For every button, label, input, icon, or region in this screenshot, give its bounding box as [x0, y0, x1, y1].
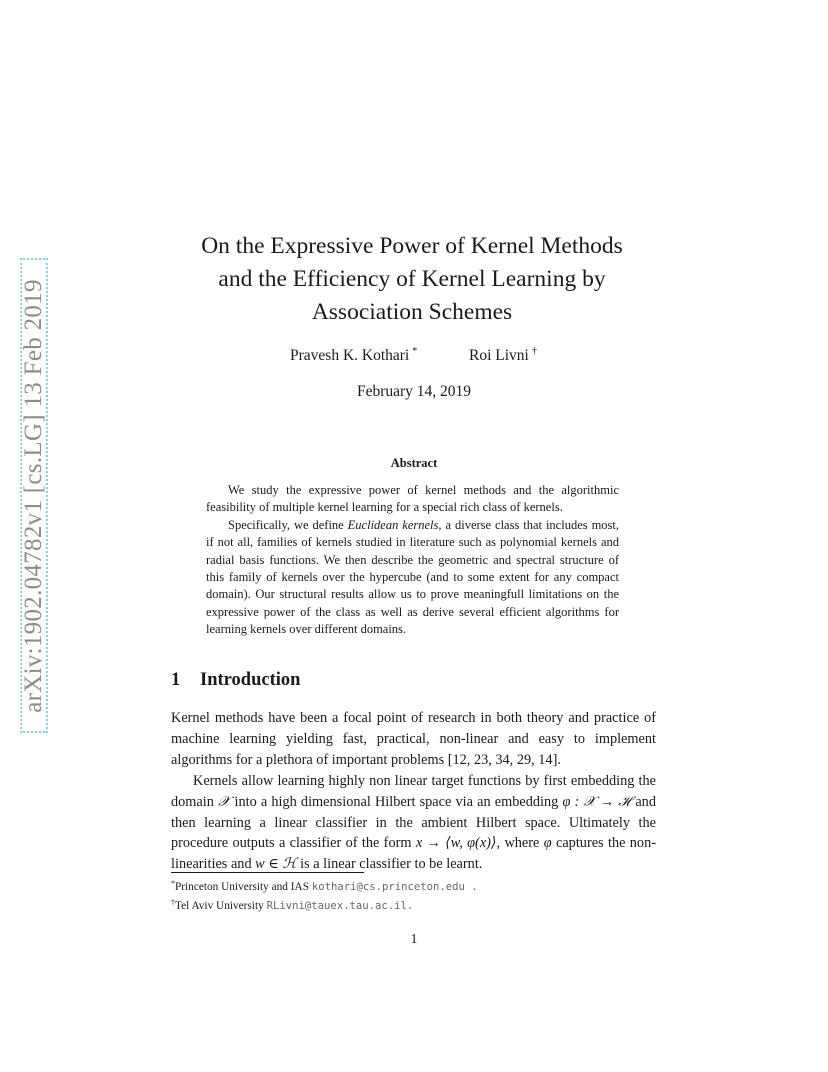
abstract-body	[206, 482, 619, 639]
arxiv-identifier-text: arXiv:1902.04782v1 [cs.LG] 13 Feb 2019	[20, 278, 47, 713]
footnote-2	[171, 895, 478, 914]
footnote-text: Princeton University and IAS	[175, 881, 312, 893]
abstract-text: , a diverse class that includes most, if not all, families of kernels studied in literature such as polynomial kernels and radial basis functions. We then describe the geometric and spectral structure of this family of kernels over the hypercube (and to some extent for any compact domain). Our structural results allow us to prove meaningfull limitations on the expressive power of the class as well as derive several efficient algorithms for learning kernels over different domains.	[206, 517, 619, 637]
title-line-3: Association Schemes	[311, 299, 513, 325]
title-line-2: and the Efficiency of Kernel Learning by	[218, 266, 606, 292]
footnote-email: kothari@cs.princeton.edu .	[311, 881, 478, 893]
intro-text: into a high dimensional Hilbert space via an embedding	[230, 793, 563, 810]
page-number: 1	[410, 932, 418, 947]
math-classifier: x → ⟨w, φ(x)⟩	[415, 835, 497, 852]
intro-paragraph-2	[171, 771, 656, 876]
section-heading-introduction	[171, 670, 300, 691]
intro-text: and then learning a linear classifier in the ambient Hilbert space. Ultimately the procedure outputs a classifier of the form	[171, 793, 656, 852]
intro-text: is a linear classifier to be learnt.	[296, 856, 483, 873]
introduction-body	[171, 708, 656, 875]
footnote-divider	[171, 872, 364, 873]
intro-text: Kernels allow learning highly non linear target functions by first embedding the domain	[171, 772, 656, 810]
footnote-email: RLivni@tauex.tau.ac.il.	[266, 900, 414, 912]
author-name: Pravesh K. Kothari	[290, 347, 410, 364]
paper-date: February 14, 2019	[356, 383, 472, 400]
title-line-1: On the Expressive Power of Kernel Methods	[201, 233, 623, 259]
abstract-heading: Abstract	[390, 456, 438, 470]
author-footnote-mark: *	[412, 346, 418, 357]
footnotes	[171, 876, 478, 914]
math-w-in-h: w ∈ ℋ	[255, 856, 297, 873]
paper-title	[150, 230, 674, 329]
footnote-mark: †	[171, 898, 175, 907]
author-livni	[469, 346, 537, 365]
abstract-text: Specifically, we define	[228, 517, 348, 532]
math-embedding: φ : 𝒳 → ℋ	[562, 793, 632, 810]
section-number: 1	[171, 670, 181, 690]
footnote-text: Tel Aviv University	[175, 900, 267, 912]
intro-text: captures the non-linearities and	[171, 835, 656, 873]
footnote-mark: *	[171, 879, 175, 888]
abstract-emphasis: Euclidean kernels	[347, 517, 439, 532]
intro-text: , where	[496, 835, 544, 852]
math-domain: 𝒳	[218, 793, 231, 810]
abstract-paragraph-1: We study the expressive power of kernel methods and the algorithmic feasibility of multiple kernel learning for a special rich class of kernels.	[206, 483, 619, 515]
math-phi: φ	[543, 835, 552, 852]
footnote-1	[171, 876, 478, 895]
arxiv-identifier-stamp	[20, 258, 48, 733]
intro-paragraph-1: Kernel methods have been a focal point of research in both theory and practice of machine learning yielding fast, practical, non-linear and easy to implement algorithms for a plethora of important problems [12, 23, 34, 29, 14].	[171, 710, 656, 768]
author-footnote-mark: †	[531, 346, 537, 357]
author-name: Roi Livni	[469, 347, 529, 364]
author-kothari	[290, 346, 417, 365]
abstract-paragraph-2	[206, 517, 619, 639]
section-title: Introduction	[200, 670, 301, 690]
